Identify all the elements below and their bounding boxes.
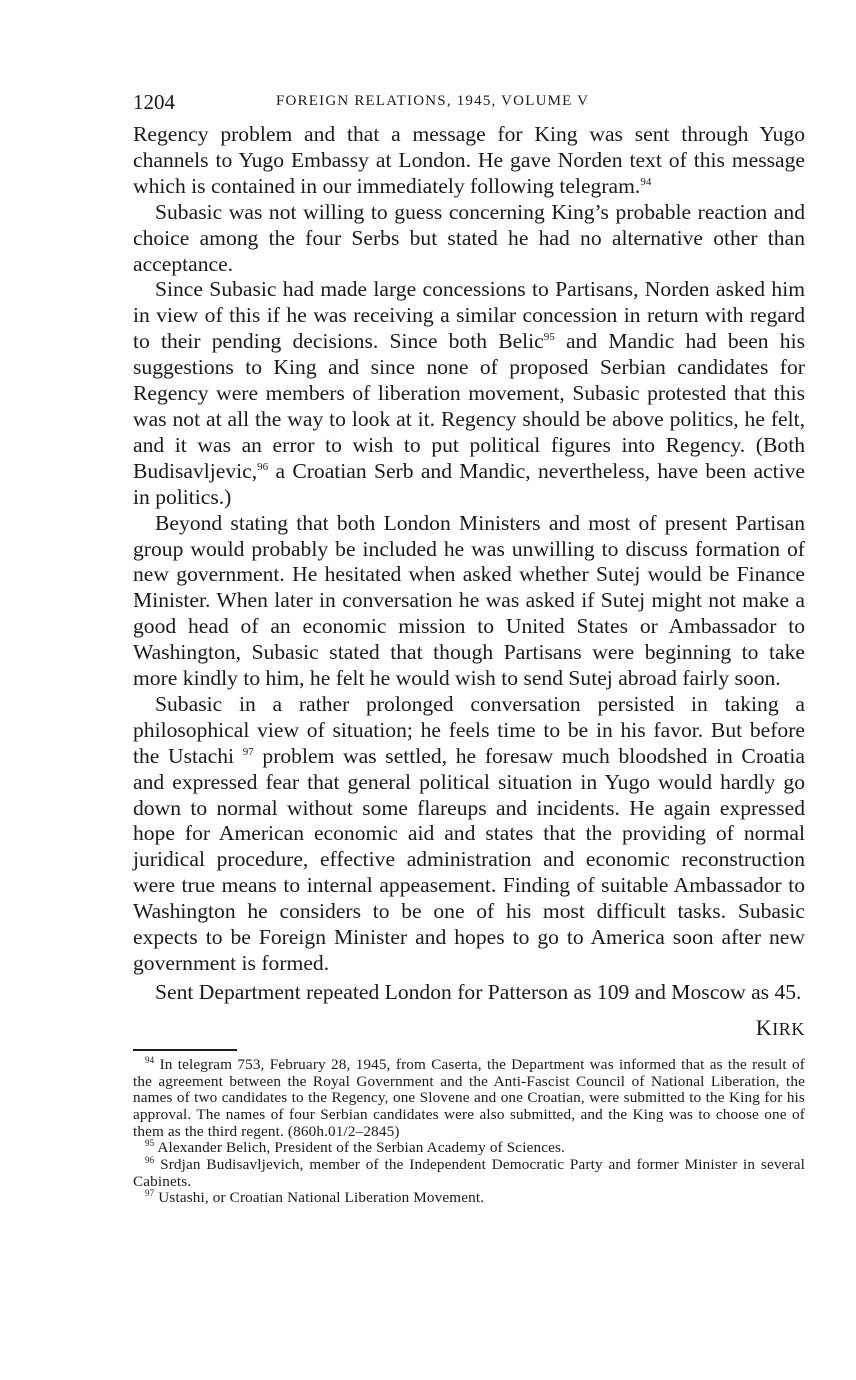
paragraph-5-text-a: Subasic in a rather prolonged conversation persisted in taking a philosophical view of situation; he feels time to be in his favor. But before the Ustachi — [133, 691, 805, 768]
footnote-ref-96: 96 — [257, 460, 269, 473]
document-page — [133, 90, 805, 1207]
footnote-ref-95: 95 — [543, 331, 555, 344]
footnote-97-text: Ustashi, or Croatian National Liberation Movement. — [158, 1189, 485, 1207]
footnote-95-marker: 95 — [145, 1138, 155, 1149]
paragraph-3-text-c: a Croatian Serb and Mandic, nevertheless, have been active in politics.) — [133, 458, 805, 509]
footnote-divider — [133, 1049, 237, 1051]
telegram-body — [133, 122, 805, 1006]
paragraph-1 — [133, 122, 805, 200]
paragraph-3-text-a: Since Subasic had made large concessions to Partisans, Norden asked him in view of this if he was receiving a similar concession in return with regard to their pending decisions. Since both Belic — [133, 277, 805, 354]
footnote-94-marker: 94 — [145, 1054, 155, 1065]
footnote-96-text: Srdjan Budisavljevich, member of the Independent Democratic Party and former Minister in several Cabinets. — [133, 1156, 805, 1190]
footnote-94-text: In telegram 753, February 28, 1945, from Caserta, the Department was informed that as the result of the agreement between the Royal Government and the Anti-Fascist Council of National Liberation, the names of two candidates to the Regency, one Slovene and one Croatian, were submitted to the King for his approval. The names of four Serbian candidates were also submitted, and the King was to choose one of them as the third regent. (860h.01/2–2845) — [133, 1055, 805, 1140]
footnote-96-marker: 96 — [145, 1155, 155, 1166]
running-head — [133, 90, 805, 122]
page-number: 1204 — [133, 90, 175, 114]
footnote-94 — [133, 1054, 805, 1141]
signature-rest: IRK — [772, 1018, 805, 1039]
paragraph-1-text: Regency problem and that a message for King was sent through Yugo channels to Yugo Embassy at London. He gave Norden text of this message which is contained in our immediately following telegram. — [133, 122, 805, 198]
paragraph-3 — [133, 277, 805, 510]
paragraph-5-text-b: problem was settled, he foresaw much bloodshed in Croatia and expressed fear that general political situation in Yugo would hardly go down to normal without some flareups and incidents. He again expressed hope for American economic aid and states that the providing of normal juridical procedure, effective administration and economic reconstruction were true means to internal appeasement. Finding of suitable Ambassador to Washington he considers to be one of his most difficult tasks. Subasic expects to be Foreign Minister and hopes to go to America soon after new government is formed. — [133, 743, 805, 975]
paragraph-4: Beyond stating that both London Ministers and most of present Partisan group would probably be included he was unwilling to discuss formation of new government. He hesitated when asked whether Sutej would be Finance Minister. When later in conversation he was asked if Sutej might not make a good head of an economic mission to United States or Ambassador to Washington, Subasic stated that though Partisans were beginning to take more kindly to him, he felt he would wish to send Sutej abroad fairly soon. — [133, 510, 805, 691]
running-head-title: FOREIGN RELATIONS, 1945, VOLUME V — [276, 93, 590, 109]
signature-initial: K — [755, 1014, 773, 1040]
footnotes — [133, 1054, 805, 1207]
footnote-97-marker: 97 — [145, 1188, 155, 1199]
paragraph-6: Sent Department repeated London for Patterson as 109 and Moscow as 45. — [155, 979, 802, 1004]
footnote-95-text: Alexander Belich, President of the Serbian Academy of Sciences. — [157, 1139, 565, 1157]
signature — [133, 1015, 805, 1039]
footnote-95 — [133, 1140, 805, 1157]
paragraph-5 — [133, 692, 805, 977]
paragraph-3-text-b: and Mandic had been his suggestions to King and since none of proposed Serbian candidates for Regency were members of liberation movement, Subasic protested that this was not at all the way to look at it. Regency should be above politics, he felt, and it was an error to wish to put political figures into Regency. (Both Budisavljevic, — [133, 329, 805, 483]
footnote-97 — [133, 1190, 805, 1207]
footnote-ref-97: 97 — [242, 745, 254, 758]
footnote-96 — [133, 1157, 805, 1190]
paragraph-2: Subasic was not willing to guess concerning King’s probable reaction and choice among the four Serbs but stated he had no alternative other than acceptance. — [133, 199, 805, 276]
footnote-ref-94: 94 — [640, 175, 652, 188]
